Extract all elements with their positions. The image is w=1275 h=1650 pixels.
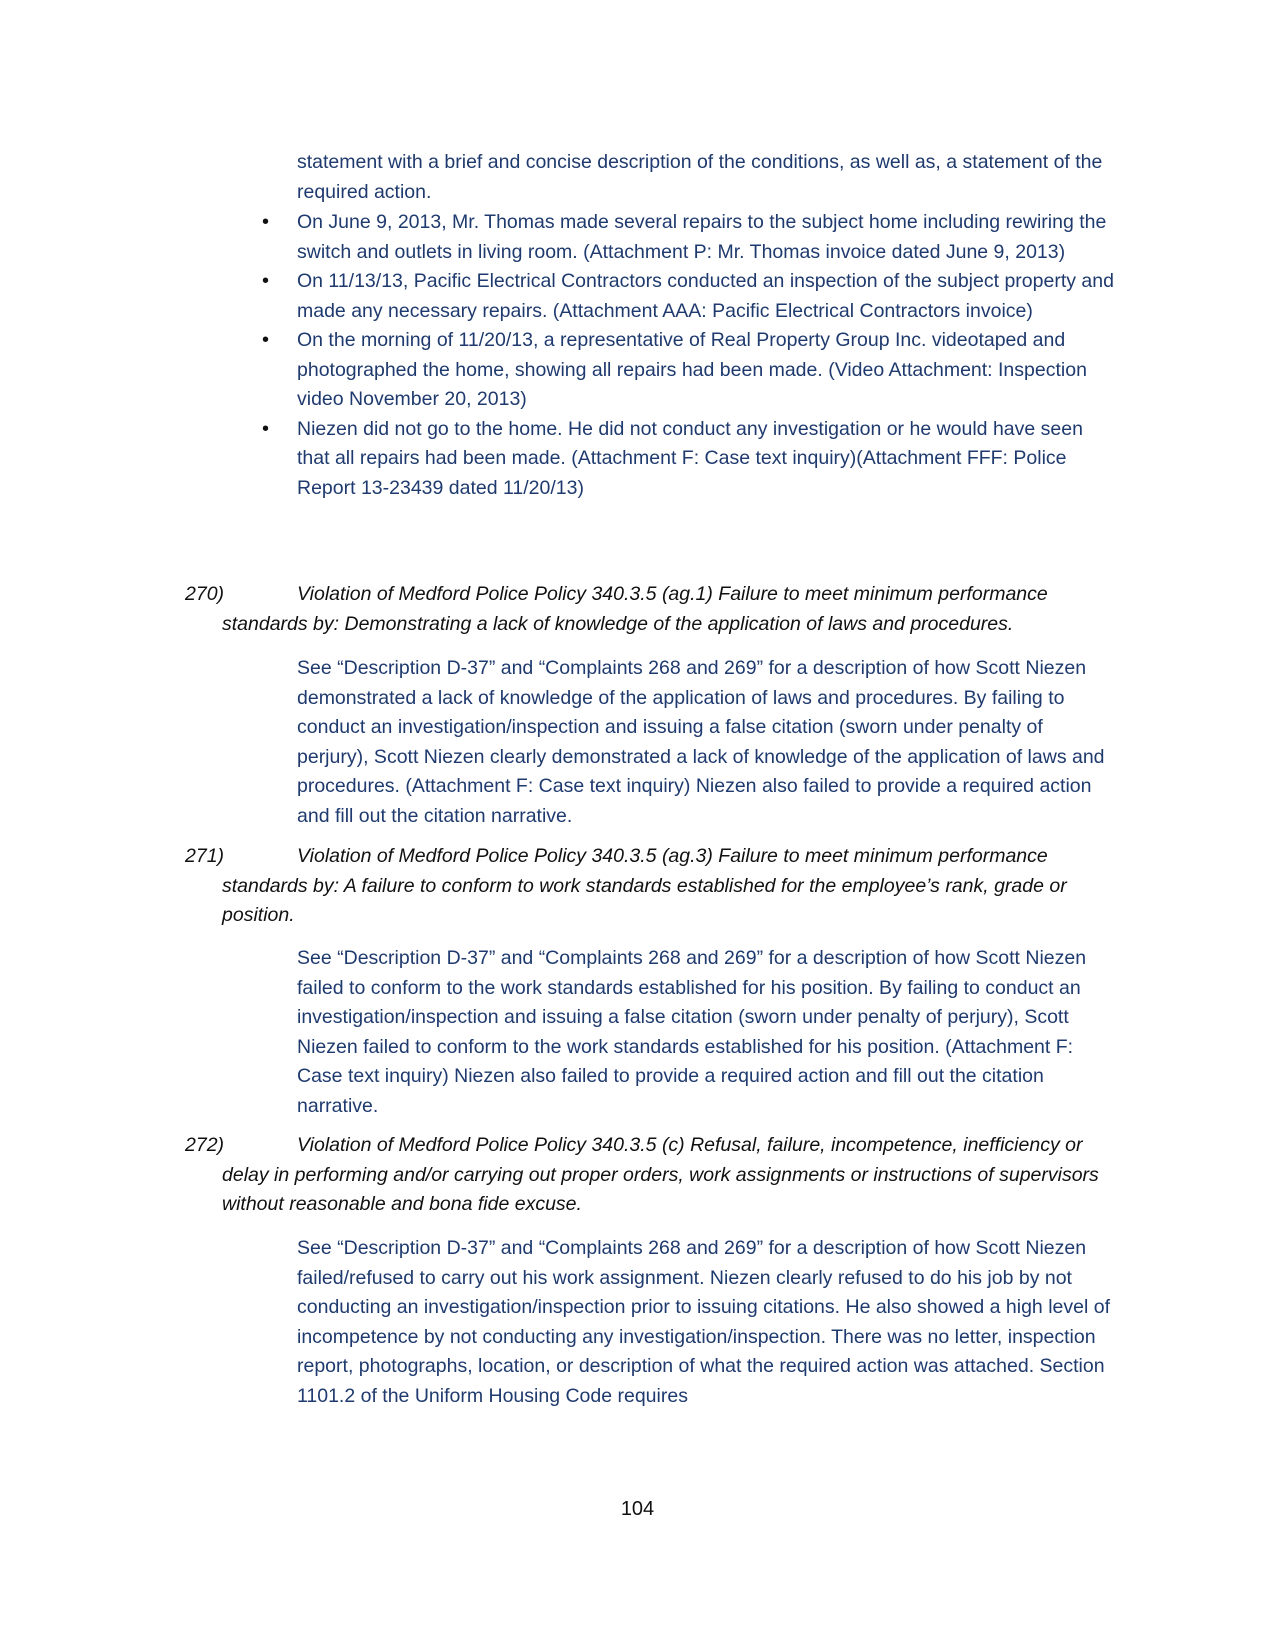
bullet-text: On the morning of 11/20/13, a representative of Real Property Group Inc. videotaped and photographed the home, showing all repairs had been made. (Video Attachment: Inspection video November 20, 2013) bbox=[297, 329, 1087, 410]
complaint-body: See “Description D-37” and “Complaints 268 and 269” for a description of how Scott Niezen failed/refused to carry out his work assignment. Niezen clearly refused to do his job by not conducting an investigation/inspection prior to issuing citations. He also showed a high level of incompetence by not conducting any investigation/inspection. There was no letter, inspection report, photographs, location, or description of what the required action was attached. Section 1101.2 of the Uniform Housing Code requires bbox=[297, 1237, 1110, 1407]
page-number: 104 bbox=[620, 1498, 655, 1520]
evidence-bullet-list bbox=[262, 208, 1117, 503]
bullet-text: On June 9, 2013, Mr. Thomas made several repairs to the subject home including rewiring the switch and outlets in living room. (Attachment P: Mr. Thomas invoice dated June 9, 2013) bbox=[297, 211, 1107, 263]
complaint-heading-text: Violation of Medford Police Policy 340.3.5 (ag.3) Failure to meet minimum performance standards by: A failure to conform to work standards established for the employee’s rank, grade or position. bbox=[222, 845, 1067, 926]
bullet-icon: • bbox=[262, 211, 270, 233]
bullet-icon: • bbox=[262, 417, 270, 440]
bullet-text: On 11/13/13, Pacific Electrical Contractors conducted an inspection of the subject property and made any necessary repairs. (Attachment AAA: Pacific Electrical Contractors invoice) bbox=[297, 270, 1114, 322]
list-item bbox=[262, 267, 1117, 326]
complaint-heading bbox=[185, 580, 1117, 639]
complaint-heading-text: Violation of Medford Police Policy 340.3.5 (c) Refusal, failure, incompetence, inefficiency or delay in performing and/or carrying out proper orders, work assignments or instructions of supervisors without reasonable and bona fide excuse. bbox=[222, 1134, 1099, 1215]
complaint-heading bbox=[185, 1131, 1117, 1220]
intro-paragraph: statement with a brief and concise description of the conditions, as well as, a statement of the required action. bbox=[297, 151, 1103, 203]
bullet-icon: • bbox=[262, 270, 270, 292]
list-item bbox=[262, 326, 1117, 415]
complaint-number: 271) bbox=[185, 845, 225, 867]
complaint-body: See “Description D-37” and “Complaints 268 and 269” for a description of how Scott Niezen failed to conform to the work standards established for his position. By failing to conduct an investigation/inspection and issuing a false citation (sworn under penalty of perjury), Scott Niezen failed to conform to the work standards established for his position. (Attachment F: Case text inquiry) Niezen also failed to provide a required action and fill out the citation narrative. bbox=[297, 947, 1087, 1117]
list-item bbox=[262, 415, 1117, 504]
list-item bbox=[262, 208, 1117, 267]
bullet-text: Niezen did not go to the home. He did not conduct any investigation or he would have seen that all repairs had been made. (Attachment F: Case text inquiry)(Attachment FFF: Police Report 13-23439 dated 11/20/13) bbox=[297, 417, 1083, 499]
complaint-heading-text: Violation of Medford Police Policy 340.3.5 (ag.1) Failure to meet minimum performance standards by: Demonstrating a lack of knowledge of the application of laws and procedures. bbox=[222, 583, 1048, 635]
bullet-icon: • bbox=[262, 329, 270, 351]
complaint-body: See “Description D-37” and “Complaints 268 and 269” for a description of how Scott Niezen demonstrated a lack of knowledge of the application of laws and procedures. By failing to conduct an investigation/inspection and issuing a false citation (sworn under penalty of perjury), Scott Niezen clearly demonstrated a lack of knowledge of the application of laws and procedures. (Attachment F: Case text inquiry) Niezen also failed to provide a required action and fill out the citation narrative. bbox=[297, 657, 1105, 827]
complaint-number: 270) bbox=[185, 583, 225, 605]
complaint-number: 272) bbox=[185, 1134, 225, 1156]
complaint-heading bbox=[185, 842, 1117, 931]
